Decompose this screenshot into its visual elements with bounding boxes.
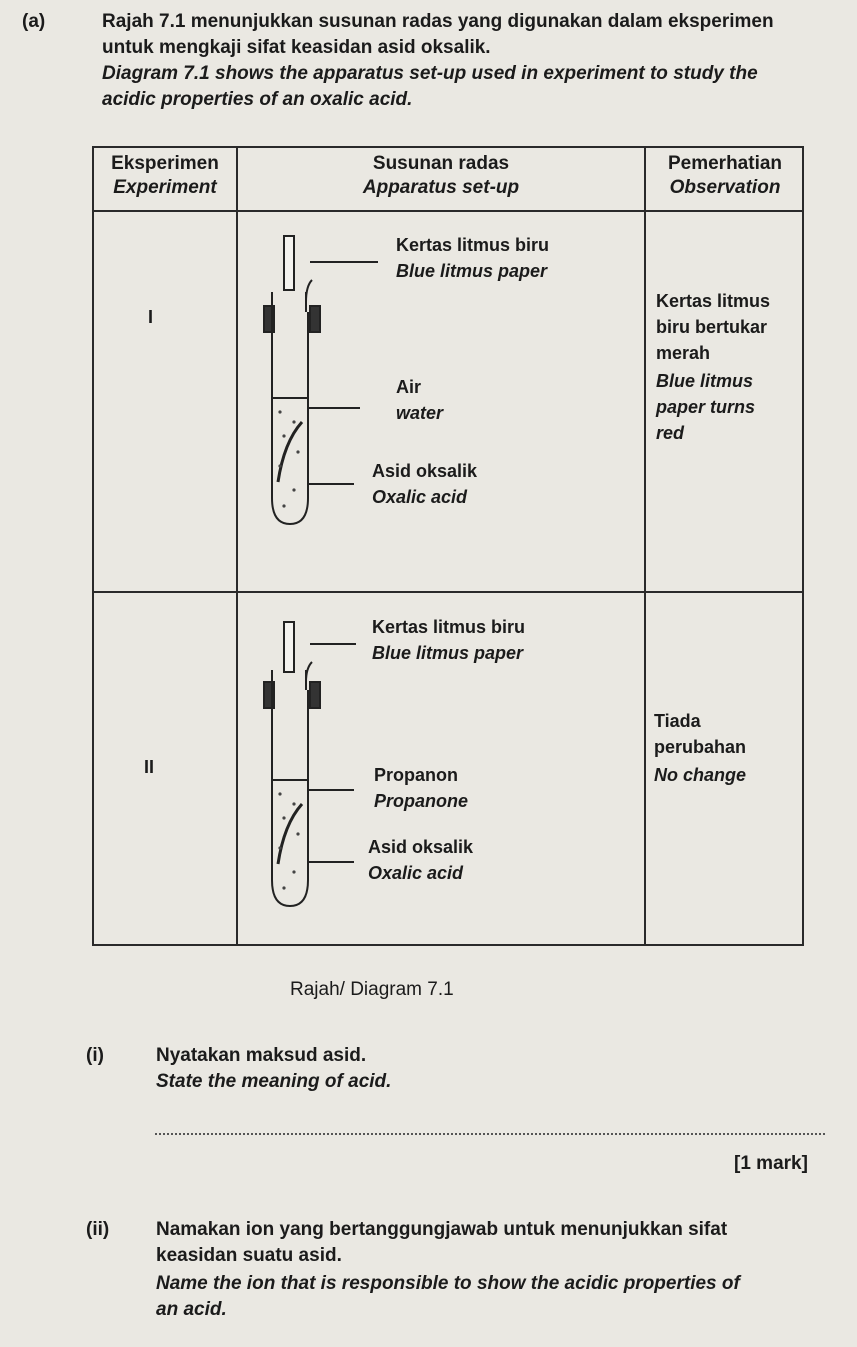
- row-1-observation-english-3: red: [656, 423, 685, 443]
- row-2-label-acid-english: Oxalic acid: [368, 863, 464, 883]
- header-apparatus: [238, 152, 644, 200]
- row-1-label-paper-malay: Kertas litmus biru: [396, 235, 550, 255]
- row-1-observation-english-2: paper turns: [656, 397, 756, 417]
- row-2-label-solvent-malay: Propanon: [374, 765, 458, 785]
- part-ii-malay-1: Namakan ion yang bertanggungjawab untuk menunjukkan sifat: [156, 1219, 728, 1240]
- part-ii-english-1: Name the ion that is responsible to show the acidic properties of: [156, 1273, 740, 1294]
- table-col-divider-1: [236, 146, 238, 946]
- table-row-divider: [92, 591, 804, 593]
- intro-english-line-1: Diagram 7.1 shows the apparatus set-up used in experiment to study the: [102, 63, 758, 84]
- row-2-label-acid-malay: Asid oksalik: [368, 837, 474, 857]
- row-1-label-acid-english: Oxalic acid: [372, 487, 468, 507]
- part-i-english: State the meaning of acid.: [156, 1071, 392, 1092]
- test-tube-1: [272, 312, 308, 524]
- header-apparatus-malay: Susunan radas: [372, 153, 510, 174]
- stopper-right-2: [310, 682, 320, 708]
- row-1-observation-malay-2: biru bertukar: [656, 317, 768, 337]
- header-observation: [646, 152, 804, 200]
- row-2-label-paper-malay: Kertas litmus biru: [372, 617, 526, 637]
- row-2-observation-malay-2: perubahan: [654, 737, 747, 757]
- row-1-label-paper-english: Blue litmus paper: [396, 261, 548, 281]
- table-border-right: [802, 146, 804, 946]
- row-1-observation-malay-3: merah: [656, 343, 711, 363]
- header-experiment: [92, 152, 238, 200]
- table-border-top: [92, 146, 804, 148]
- row-2-label-paper-english: Blue litmus paper: [372, 643, 524, 663]
- table-col-divider-2: [644, 146, 646, 946]
- header-observation-english: Observation: [669, 177, 781, 198]
- part-ii-label: (ii): [86, 1219, 110, 1240]
- part-ii-english-2: an acid.: [156, 1299, 227, 1320]
- litmus-paper-strip-1: [284, 236, 294, 290]
- intro-malay-line-2: untuk mengkaji sifat keasidan asid oksalik.: [102, 37, 491, 58]
- stopper-right-1: [310, 306, 320, 332]
- litmus-paper-strip-2: [284, 622, 294, 672]
- header-experiment-malay: Eksperimen: [111, 153, 219, 174]
- diagram-caption: Rajah/ Diagram 7.1: [290, 979, 454, 1000]
- table-border-left: [92, 146, 94, 946]
- row-1-observation-english-1: Blue litmus: [656, 371, 754, 391]
- row-1-label-solvent-malay: Air: [396, 377, 422, 397]
- row-1-label-solvent-english: water: [396, 403, 444, 423]
- intro-malay-line-1: Rajah 7.1 menunjukkan susunan radas yang digunakan dalam eksperimen: [102, 11, 774, 32]
- test-tube-2: [272, 690, 308, 906]
- intro-english-line-2: acidic properties of an oxalic acid.: [102, 89, 413, 110]
- apparatus-drawing-1: [250, 222, 450, 542]
- row-2-label-solvent-english: Propanone: [374, 791, 469, 811]
- header-experiment-english: Experiment: [113, 177, 217, 198]
- part-i-marks: [1 mark]: [734, 1153, 808, 1174]
- part-i-malay: Nyatakan maksud asid.: [156, 1045, 367, 1066]
- part-ii-malay-2: keasidan suatu asid.: [156, 1245, 342, 1266]
- row-2-observation-malay-1: Tiada: [654, 711, 701, 731]
- part-i-label: (i): [86, 1045, 104, 1066]
- table-header-divider: [92, 210, 804, 212]
- row-2-observation-english-1: No change: [654, 765, 747, 785]
- row-1-label-acid-malay: Asid oksalik: [372, 461, 478, 481]
- row-2-experiment: II: [144, 757, 155, 777]
- row-1-observation-malay-1: Kertas litmus: [656, 291, 771, 311]
- question-label: (a): [22, 11, 46, 32]
- header-apparatus-english: Apparatus set-up: [362, 177, 520, 198]
- table-border-bottom: [92, 944, 804, 946]
- apparatus-drawing-2: [250, 610, 450, 920]
- answer-line-i[interactable]: [155, 1133, 825, 1135]
- header-observation-malay: Pemerhatian: [667, 153, 783, 174]
- row-1-experiment: I: [148, 307, 154, 327]
